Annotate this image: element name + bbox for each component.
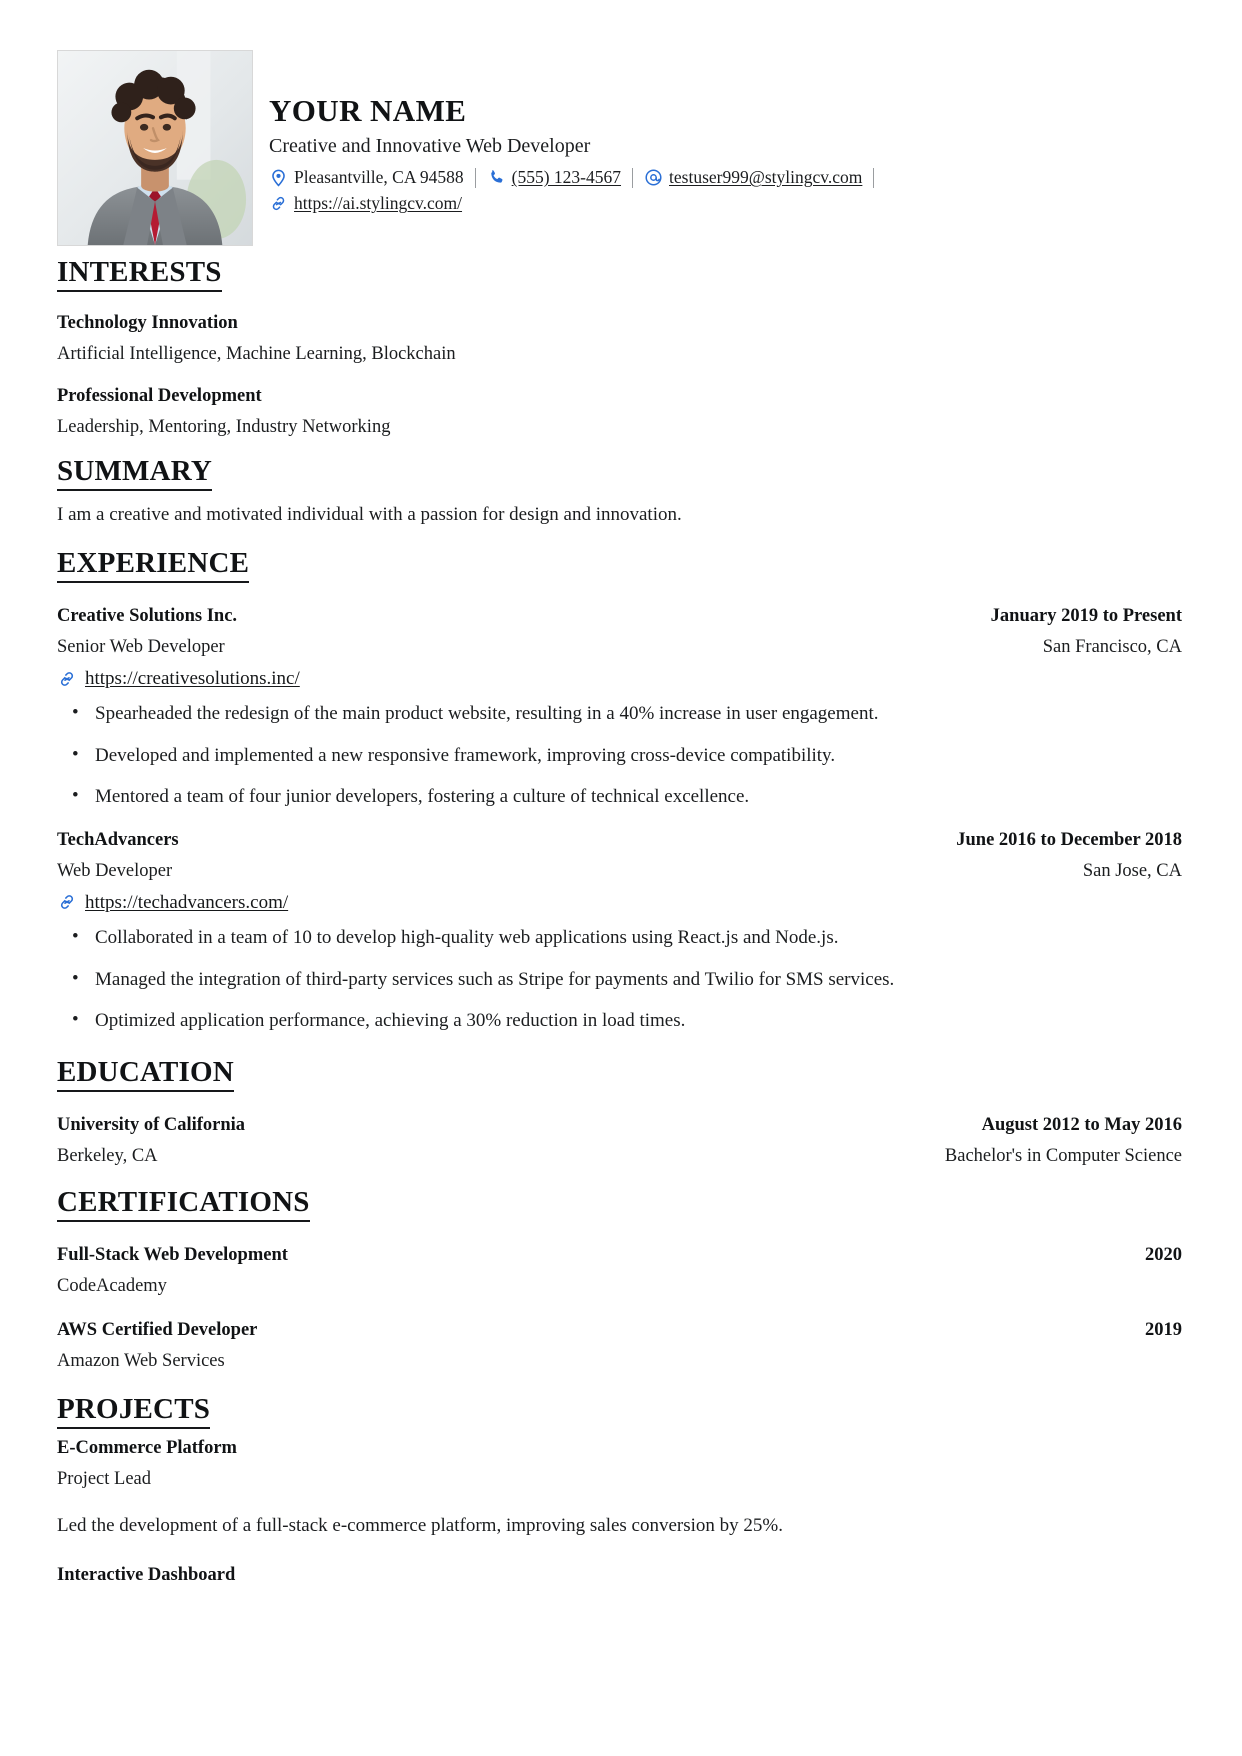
experience-company-row — [57, 602, 1182, 632]
certification-entry — [57, 1316, 1182, 1377]
section-certifications — [57, 1186, 1182, 1377]
section-summary — [57, 455, 1182, 531]
phone-icon — [487, 168, 506, 187]
experience-website[interactable] — [57, 889, 1182, 917]
contact-divider-2 — [632, 168, 633, 188]
professional-title: Creative and Innovative Web Developer — [269, 135, 591, 158]
project-role: Project Lead — [57, 1468, 151, 1489]
certification-name: AWS Certified Developer — [57, 1319, 258, 1340]
experience-role-row — [57, 632, 1182, 663]
experience-bullets — [57, 924, 1182, 1036]
certification-name: Full-Stack Web Development — [57, 1245, 288, 1266]
section-interests-title: INTERESTS — [57, 256, 222, 292]
section-education — [57, 1056, 1182, 1172]
certification-name-row — [57, 1316, 1182, 1346]
contact-location — [269, 164, 464, 190]
contact-email-text[interactable]: testuser999@stylingcv.com — [669, 167, 863, 188]
section-summary-heading-wrap — [57, 455, 1182, 496]
location-pin-icon — [269, 168, 288, 187]
interest-label: Technology Innovation — [57, 313, 238, 334]
section-experience-title: EXPERIENCE — [57, 547, 249, 583]
project-name: Interactive Dashboard — [57, 1565, 236, 1586]
contact-website[interactable] — [269, 190, 462, 216]
experience-website-text[interactable]: https://techadvancers.com/ — [85, 891, 289, 913]
education-detail-row — [57, 1141, 1182, 1172]
section-projects — [57, 1393, 1182, 1592]
certification-name-row — [57, 1241, 1182, 1271]
experience-website-text[interactable]: https://creativesolutions.inc/ — [85, 667, 300, 689]
contact-row-primary — [269, 164, 1182, 190]
education-school-row — [57, 1111, 1182, 1141]
contact-row-website — [269, 190, 1182, 216]
list-item: • Mentored a team of four junior developers, fostering a culture of technical excellence. — [95, 783, 1182, 812]
education-degree: Bachelor's in Computer Science — [944, 1146, 1182, 1167]
link-icon — [57, 669, 77, 689]
contact-phone-text[interactable]: (555) 123-4567 — [511, 167, 622, 188]
certification-issuer: Amazon Web Services — [57, 1350, 225, 1371]
contact-phone[interactable] — [487, 164, 621, 190]
experience-company: Creative Solutions Inc. — [57, 606, 238, 627]
section-interests — [57, 256, 1182, 443]
profile-photo — [57, 50, 253, 246]
experience-location: San Jose, CA — [1082, 860, 1182, 881]
experience-company-row — [57, 826, 1182, 856]
contact-location-text: Pleasantville, CA 94588 — [294, 167, 464, 188]
list-item: • Managed the integration of third-party services such as Stripe for payments and Twilio for SMS services. — [95, 966, 1182, 995]
page-title: YOUR NAME — [269, 93, 467, 128]
list-item: • Spearheaded the redesign of the main product website, resulting in a 40% increase in user engagement. — [95, 700, 1182, 729]
project-entry — [57, 1561, 1182, 1591]
summary-text: I am a creative and motivated individual with a passion for design and innovation. — [57, 504, 682, 526]
experience-entry — [57, 826, 1182, 1036]
project-entry — [57, 1434, 1182, 1541]
experience-role: Senior Web Developer — [57, 637, 225, 658]
list-item: • Developed and implemented a new responsive framework, improving cross-device compatibility. — [95, 742, 1182, 771]
contact-email[interactable] — [644, 164, 862, 190]
experience-entry — [57, 602, 1182, 812]
link-icon — [269, 194, 288, 213]
education-dates: August 2012 to May 2016 — [981, 1115, 1182, 1136]
interest-value: Leadership, Mentoring, Industry Networking — [57, 417, 391, 438]
experience-dates: June 2016 to December 2018 — [956, 829, 1182, 850]
section-projects-title: PROJECTS — [57, 1393, 210, 1429]
experience-role-row — [57, 856, 1182, 887]
certification-entry — [57, 1241, 1182, 1302]
list-item: • Collaborated in a team of 10 to develop high-quality web applications using React.js and Node.js. — [95, 924, 1182, 953]
certification-year: 2019 — [1145, 1319, 1182, 1340]
interest-group — [57, 309, 1182, 370]
certification-issuer: CodeAcademy — [57, 1276, 167, 1297]
section-summary-title: SUMMARY — [57, 455, 212, 491]
experience-company: TechAdvancers — [57, 829, 179, 850]
section-experience — [57, 547, 1182, 1036]
section-education-title: EDUCATION — [57, 1056, 234, 1092]
contact-divider-1 — [475, 168, 476, 188]
education-entry — [57, 1111, 1182, 1172]
section-certifications-heading-wrap — [57, 1186, 1182, 1227]
section-experience-heading-wrap — [57, 547, 1182, 588]
project-name: E-Commerce Platform — [57, 1438, 237, 1458]
interest-value: Artificial Intelligence, Machine Learning, Blockchain — [57, 344, 456, 365]
experience-role: Web Developer — [57, 860, 173, 881]
experience-bullets — [57, 700, 1182, 812]
education-location: Berkeley, CA — [57, 1146, 158, 1167]
interest-label: Professional Development — [57, 386, 262, 407]
experience-dates: January 2019 to Present — [990, 606, 1182, 627]
link-icon — [57, 892, 77, 912]
section-projects-heading-wrap — [57, 1393, 1182, 1434]
header-text-block — [269, 50, 1182, 217]
contact-divider-3 — [873, 168, 874, 188]
interest-group — [57, 382, 1182, 443]
contact-website-text[interactable]: https://ai.stylingcv.com/ — [294, 193, 463, 214]
section-education-heading-wrap — [57, 1056, 1182, 1097]
experience-location: San Francisco, CA — [1042, 637, 1182, 658]
project-description: Led the development of a full-stack e-commerce platform, improving sales conversion by 25%. — [57, 1514, 783, 1536]
resume-header — [57, 50, 1182, 246]
section-certifications-title: CERTIFICATIONS — [57, 1186, 310, 1222]
education-school: University of California — [57, 1115, 246, 1136]
certification-year: 2020 — [1145, 1245, 1182, 1266]
section-interests-heading-wrap — [57, 256, 1182, 297]
at-sign-icon — [644, 168, 663, 187]
list-item: • Optimized application performance, achieving a 30% reduction in load times. — [95, 1007, 1182, 1036]
experience-website[interactable] — [57, 665, 1182, 693]
